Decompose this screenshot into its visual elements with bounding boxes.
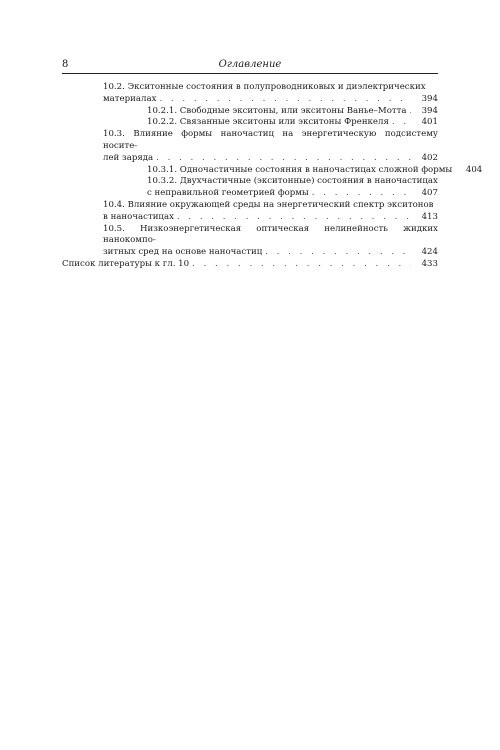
toc-entry-number: 10.4. (103, 199, 128, 210)
toc-page-number: 413 (421, 211, 438, 222)
toc-page-number: 424 (421, 247, 438, 258)
toc-entry[interactable] (62, 164, 483, 177)
toc-entry[interactable] (62, 200, 438, 224)
toc-entry-text (103, 224, 438, 248)
toc-entry[interactable] (62, 259, 438, 271)
toc-page-number: 394 (421, 105, 438, 116)
toc-entry-title: Список литературы к гл. 10 (62, 258, 190, 269)
toc-entry[interactable] (62, 106, 438, 118)
toc-entry-title: 10.3.1. Одночастичные состояния в наночастицах сложной формы (147, 164, 453, 175)
toc-entry-text (103, 82, 438, 94)
toc-entry[interactable] (62, 129, 438, 164)
page-header (62, 58, 438, 72)
toc-page-number: 401 (421, 117, 438, 128)
toc-entry-title: Влияние формы наночастиц на энергетическую подсистему носите- (103, 129, 438, 151)
page-number: 8 (62, 59, 69, 70)
toc-entry-title: Двухчастичные (экситонные) состояния в наночастицах (179, 176, 438, 187)
toc-entry-number: 10.3.2. (147, 176, 180, 187)
toc-entry-title: Экситонные состояния в полупроводниковых и диэлектрических (127, 82, 426, 92)
toc-entry-title: Низкоэнергетическая оптическая нелинейность жидких нанокомпо- (103, 223, 438, 246)
running-title: Оглавление (218, 59, 282, 70)
toc-entry-title: Влияние окружающей среды на энергетический спектр экситонов (127, 199, 434, 210)
toc-entry[interactable] (62, 82, 438, 106)
toc-entry-text (103, 200, 438, 212)
toc-entry-number: 10.2. (103, 82, 128, 92)
leader-dots (156, 153, 411, 165)
leader-dots (410, 106, 411, 118)
toc-page-number: 407 (421, 188, 438, 199)
toc-entry-number: 10.3. (103, 129, 134, 140)
toc-page-number: 433 (421, 258, 438, 269)
toc-entry-title: с неправильной геометрией формы (147, 188, 309, 199)
leader-dots (265, 247, 411, 259)
toc-entry-number: 10.5. (103, 223, 140, 234)
toc-entry[interactable] (62, 224, 438, 259)
toc-entry-title: зитных сред на основе наночастиц (103, 247, 263, 258)
leader-dots (392, 117, 411, 129)
toc-entry-title: лей заряда (103, 152, 154, 163)
toc-entry[interactable] (62, 176, 438, 200)
toc-page-number: 402 (421, 152, 438, 163)
toc-entry[interactable] (62, 117, 438, 129)
toc-entry-text (147, 176, 438, 188)
header-rule (62, 73, 438, 74)
toc-entry-title: материалах (103, 93, 157, 104)
leader-dots (312, 188, 411, 200)
toc-page-number: 394 (421, 93, 438, 104)
toc-entry-text (103, 129, 438, 153)
toc-page-number: 404 (465, 164, 483, 175)
toc-entry-title: в наночастицах (103, 211, 174, 222)
toc-entry-title: 10.2.1. Свободные экситоны, или экситоны Ванье–Мотта (147, 105, 407, 116)
leader-dots (192, 259, 411, 271)
leader-dots (177, 212, 411, 224)
toc-entry-title: 10.2.2. Связанные экситоны или экситоны Френкеля (147, 117, 389, 128)
leader-dots (159, 94, 411, 106)
table-of-contents (62, 82, 483, 271)
